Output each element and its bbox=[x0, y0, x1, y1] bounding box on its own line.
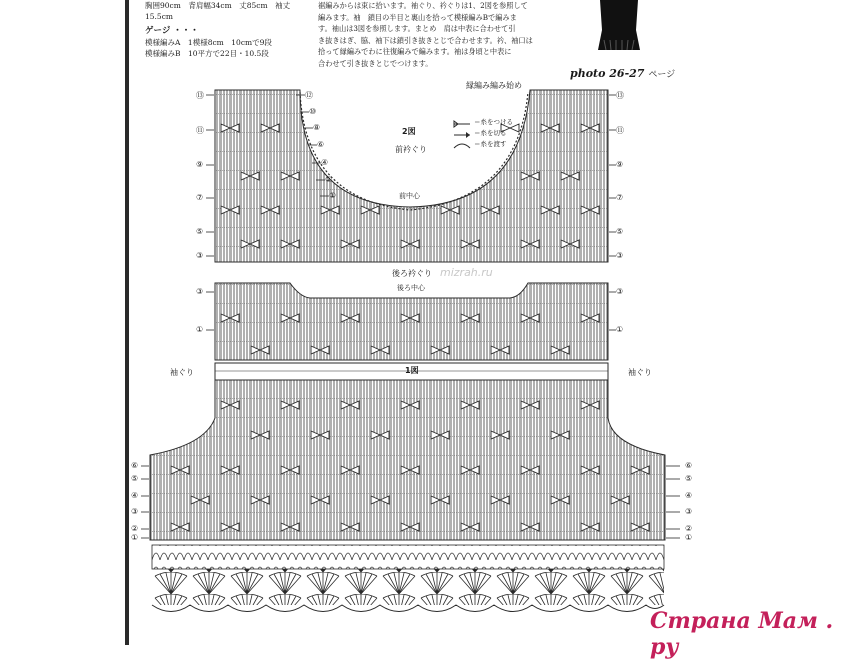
row-number: ⑦ bbox=[196, 193, 204, 202]
legend-text: ＝糸を渡す bbox=[474, 140, 507, 148]
armhole-left-label: 袖ぐり bbox=[170, 368, 194, 377]
row-number: ④ bbox=[131, 491, 139, 500]
row-number: ④ bbox=[321, 158, 329, 167]
legend-item bbox=[454, 128, 513, 139]
row-number: ① bbox=[196, 325, 204, 334]
gauge-b-text: 模様編みB 10平方で22目・10.5段 bbox=[145, 49, 269, 58]
row-number: ⑫ bbox=[305, 91, 313, 100]
row-number: ⑪ bbox=[616, 126, 624, 135]
gauge-a-text: 模様編みA 1模様8cm 10cmで9段 bbox=[145, 38, 272, 47]
hem-start-label: 縁編み編み始め bbox=[466, 81, 522, 90]
row-number: ⑪ bbox=[196, 126, 204, 135]
instruction-line: 編みます。袖 鎖目の半目と裏山を拾って模様編みBで編みま bbox=[318, 12, 517, 22]
row-number: ⑧ bbox=[313, 123, 321, 132]
row-number: ③ bbox=[196, 251, 204, 260]
back-center-label: 後ろ中心 bbox=[397, 284, 425, 292]
row-number: ④ bbox=[685, 491, 693, 500]
site-logo: Страна Мам . ру bbox=[650, 608, 834, 660]
row-number: ⑤ bbox=[616, 227, 624, 236]
row-number: ③ bbox=[196, 287, 204, 296]
fig2-subtitle: 前衿ぐり bbox=[395, 145, 427, 154]
row-number: ⑬ bbox=[196, 91, 204, 100]
legend-item bbox=[454, 139, 513, 150]
fig1-title: 1図 bbox=[405, 366, 419, 375]
row-number: ① bbox=[131, 533, 139, 542]
site-watermark: mizrah.ru bbox=[440, 266, 493, 279]
instruction-line: す。袖山は3図を参照します。まとめ 肩は中表に合わせて引 bbox=[318, 24, 516, 33]
row-number: ② bbox=[325, 175, 333, 184]
row-number: ⑤ bbox=[685, 474, 693, 483]
legend-item bbox=[454, 117, 513, 128]
row-number: ③ bbox=[131, 507, 139, 516]
row-number: ⑤ bbox=[196, 227, 204, 236]
instruction-line: 合わせて引き抜きとじでつけます。 bbox=[318, 58, 433, 68]
gauge-heading: ゲージ ・・・ bbox=[145, 26, 199, 36]
photo-label: photo 26-27 bbox=[570, 67, 645, 80]
instruction-line: 裾編みからは束に拾います。袖ぐり、衿ぐりは1、2図を参照して bbox=[318, 1, 528, 10]
row-number: ⑩ bbox=[309, 107, 317, 116]
hem-lace bbox=[152, 545, 664, 612]
row-number: ⑬ bbox=[616, 91, 624, 100]
legend-text: ＝糸をつける bbox=[474, 118, 513, 126]
row-number: ③ bbox=[616, 287, 624, 296]
front-panel bbox=[215, 90, 608, 262]
row-number: ⑤ bbox=[131, 474, 139, 483]
legend-text: ＝糸を切る bbox=[474, 129, 507, 137]
back-neck-label: 後ろ衿ぐり bbox=[392, 269, 432, 278]
stitch-legend bbox=[454, 117, 513, 150]
photo-suffix: ページ bbox=[648, 70, 676, 80]
row-number: ③ bbox=[616, 251, 624, 260]
back-panel bbox=[215, 283, 608, 360]
row-number: ② bbox=[131, 524, 139, 533]
row-number: ⑥ bbox=[131, 461, 139, 470]
body-panel bbox=[150, 363, 665, 540]
row-number: ⑨ bbox=[196, 160, 204, 169]
armhole-right-label: 袖ぐり bbox=[628, 368, 652, 377]
measurements-text: 胸囲90cm 背肩幅34cm 丈85cm 袖丈15.5cm bbox=[145, 1, 291, 21]
row-number: ② bbox=[685, 524, 693, 533]
front-center-label: 前中心 bbox=[399, 192, 420, 200]
fig2-title: 2図 bbox=[402, 127, 416, 136]
row-number: ⑨ bbox=[616, 160, 624, 169]
row-number: ① bbox=[329, 191, 337, 200]
row-number: ⑦ bbox=[616, 193, 624, 202]
instruction-line: き抜きはぎ、脇、袖下は鎖引き抜きとじで合わせます。衿、袖口は bbox=[318, 35, 533, 45]
row-number: ③ bbox=[685, 507, 693, 516]
row-number: ① bbox=[685, 533, 693, 542]
row-number: ⑥ bbox=[685, 461, 693, 470]
row-number: ⑥ bbox=[317, 140, 325, 149]
row-number: ① bbox=[616, 325, 624, 334]
instruction-line: 拾って縁編みでわに往復編みで編みます。袖は身頃と中表に bbox=[318, 47, 512, 56]
